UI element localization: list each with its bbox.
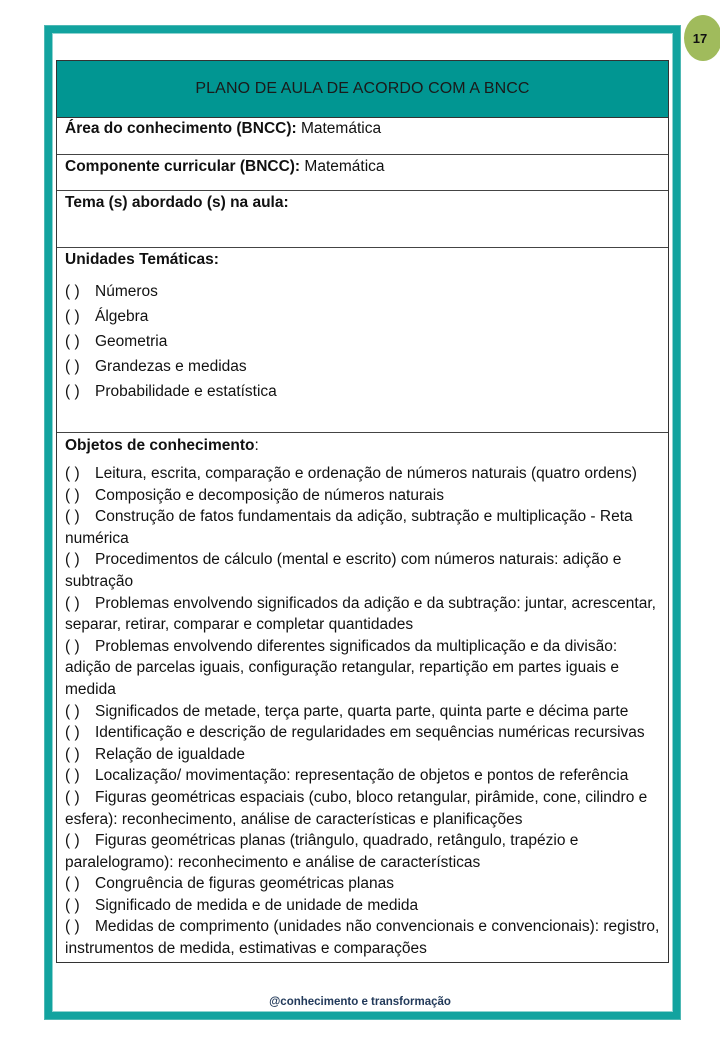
unidade-item — [65, 279, 660, 304]
lesson-plan-title: PLANO DE AULA DE ACORDO COM A BNCC — [57, 61, 668, 118]
unidade-item — [65, 304, 660, 329]
tema-field-row[interactable] — [57, 191, 668, 248]
objeto-item-label: Figuras geométricas planas (triângulo, quadrado, retângulo, trapézio e paralelogramo): reconhecimento e análise de características — [65, 832, 579, 871]
checkbox-parentheses[interactable]: ( ) — [65, 724, 80, 742]
area-value[interactable]: Matemática — [296, 120, 382, 137]
objeto-item — [65, 830, 660, 873]
componente-value[interactable]: Matemática — [300, 158, 385, 175]
unidade-item-label: Álgebra — [95, 308, 149, 325]
footer-credit: @conhecimento e transformação — [269, 996, 451, 1008]
checkbox-parentheses[interactable]: ( ) — [65, 551, 80, 569]
objeto-item — [65, 895, 660, 917]
unidades-list — [65, 279, 660, 404]
checkbox-parentheses[interactable]: ( ) — [65, 486, 80, 504]
checkbox-parentheses[interactable]: ( ) — [65, 918, 80, 936]
objeto-item-label: Relação de igualdade — [95, 745, 245, 763]
objeto-item — [65, 593, 660, 636]
objeto-item-label: Procedimentos de cálculo (mental e escrito) com números naturais: adição e subtração — [65, 551, 622, 590]
objeto-item-label: Congruência de figuras geométricas planas — [95, 875, 394, 893]
area-label: Área do conhecimento (BNCC): — [65, 120, 297, 137]
checkbox-parentheses[interactable]: ( ) — [65, 896, 80, 914]
objeto-item — [65, 549, 660, 592]
checkbox-parentheses[interactable]: ( ) — [65, 832, 80, 850]
objeto-item — [65, 744, 660, 766]
unidade-item-label: Probabilidade e estatística — [95, 383, 277, 400]
objeto-item — [65, 485, 660, 507]
objeto-item — [65, 506, 660, 549]
objeto-item-label: Figuras geométricas espaciais (cubo, bloco retangular, pirâmide, cone, cilindro e esfera): reconhecimento, análise de características e planificações — [65, 788, 648, 828]
objeto-item-label: Leitura, escrita, comparação e ordenação de números naturais (quatro ordens) — [95, 465, 637, 482]
objeto-item-label: Problemas envolvendo significados da adição e da subtração: juntar, acrescentar, separar, retirar, comparar e completar quantidades — [65, 594, 656, 634]
componente-field-row — [57, 155, 668, 191]
objeto-item-label: Localização/ movimentação: representação de objetos e pontos de referência — [95, 767, 629, 785]
checkbox-parentheses[interactable]: ( ) — [65, 745, 80, 763]
objetos-list — [65, 463, 660, 960]
objetos-label-colon: : — [254, 437, 259, 454]
objeto-item — [65, 787, 660, 830]
page-number: 17 — [692, 30, 708, 46]
objeto-item — [65, 765, 660, 787]
objeto-item — [65, 636, 660, 701]
checkbox-parentheses[interactable]: ( ) — [65, 383, 80, 400]
unidades-label: Unidades Temáticas: — [65, 251, 219, 268]
unidade-item-label: Números — [95, 283, 158, 300]
checkbox-parentheses[interactable]: ( ) — [65, 702, 80, 720]
checkbox-parentheses[interactable]: ( ) — [65, 283, 80, 300]
area-field-row — [57, 118, 668, 155]
objetos-label: Objetos de conhecimento — [65, 437, 255, 454]
objeto-item-label: Construção de fatos fundamentais da adição, subtração e multiplicação - Reta numérica — [65, 508, 633, 547]
checkbox-parentheses[interactable]: ( ) — [65, 637, 80, 655]
checkbox-parentheses[interactable]: ( ) — [65, 594, 80, 612]
checkbox-parentheses[interactable]: ( ) — [65, 308, 80, 325]
unidades-tematicas-section — [57, 248, 668, 433]
objeto-item-label: Significados de metade, terça parte, quarta parte, quinta parte e décima parte — [95, 702, 629, 720]
componente-label: Componente curricular (BNCC): — [65, 158, 301, 175]
objetos-conhecimento-section — [57, 433, 668, 962]
checkbox-parentheses[interactable]: ( ) — [65, 875, 80, 893]
unidade-item — [65, 354, 660, 379]
checkbox-parentheses[interactable]: ( ) — [65, 788, 80, 806]
objeto-item-label: Identificação e descrição de regularidades em sequências numéricas recursivas — [95, 724, 645, 742]
checkbox-parentheses[interactable]: ( ) — [65, 358, 80, 375]
objeto-item — [65, 916, 660, 959]
checkbox-parentheses[interactable]: ( ) — [65, 465, 80, 482]
objeto-item — [65, 873, 660, 895]
lesson-plan-table — [56, 60, 669, 963]
page-number-badge — [684, 15, 720, 61]
objeto-item-label: Significado de medida e de unidade de medida — [95, 896, 419, 914]
objeto-item-label: Problemas envolvendo diferentes significados da multiplicação e da divisão: adição de parcelas iguais, configuração retangular, repartição em partes iguais e medida — [65, 637, 620, 698]
objeto-item — [65, 463, 660, 485]
tema-label: Tema (s) abordado (s) na aula: — [65, 194, 289, 211]
unidade-item — [65, 379, 660, 404]
unidade-item — [65, 329, 660, 354]
unidade-item-label: Grandezas e medidas — [95, 358, 247, 375]
checkbox-parentheses[interactable]: ( ) — [65, 333, 80, 350]
unidade-item-label: Geometria — [95, 333, 168, 350]
objeto-item — [65, 722, 660, 744]
checkbox-parentheses[interactable]: ( ) — [65, 767, 80, 785]
objeto-item — [65, 701, 660, 723]
objeto-item-label: Medidas de comprimento (unidades não convencionais e convencionais): registro, instrumentos de medida, estimativas e comparações — [65, 918, 660, 958]
objeto-item-label: Composição e decomposição de números naturais — [95, 486, 444, 504]
checkbox-parentheses[interactable]: ( ) — [65, 508, 80, 526]
